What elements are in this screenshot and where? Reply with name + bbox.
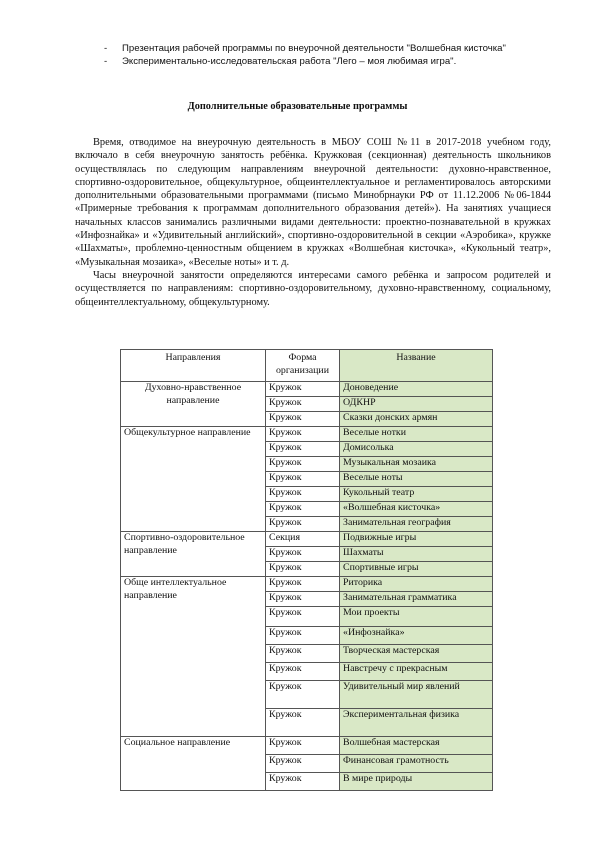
name-cell: Занимательная грамматика [340,592,493,607]
name-cell: Сказки донских армян [340,412,493,427]
name-cell: Музыкальная мозаика [340,457,493,472]
paragraph: Часы внеурочной занятости определяются интересами самого ребёнка и запросом родителей и осуществляется по направлениям: спортивно-оздоровительному, духовно-нравственному, социальному, общеинтеллектуальному, общекультурному. [75,269,551,308]
form-cell: Кружок [266,502,340,517]
section-heading: Дополнительные образовательные программы [187,101,408,112]
bullet-marker: - [104,43,108,54]
bullet-text: Экспериментально-исследовательская работа "Лего – моя любимая игра". [122,56,457,67]
bullet-marker: - [104,56,108,67]
form-cell: Кружок [266,517,340,532]
form-cell: Кружок [266,412,340,427]
name-cell: Творческая мастерская [340,645,493,663]
name-cell: Волшебная мастерская [340,737,493,755]
direction-cell: Общекультурное направление [121,427,266,532]
form-cell: Кружок [266,547,340,562]
form-cell: Кружок [266,663,340,681]
form-cell: Кружок [266,427,340,442]
name-cell: Спортивные игры [340,562,493,577]
header-directions: Направления [121,350,266,382]
table-header-row [121,350,493,382]
form-cell: Кружок [266,577,340,592]
form-cell: Кружок [266,472,340,487]
programs-table [120,349,493,791]
form-cell: Кружок [266,442,340,457]
table-row [121,532,493,547]
direction-cell: Обще интеллектуальное направление [121,577,266,737]
table-row [121,382,493,397]
name-cell: Удивительный мир явлений [340,681,493,709]
name-cell: «Инфознайка» [340,627,493,645]
direction-cell: Социальное направление [121,737,266,791]
table-row [121,577,493,592]
form-cell: Кружок [266,755,340,773]
header-form: Форма организации [266,350,340,382]
name-cell: Домисолька [340,442,493,457]
form-cell: Кружок [266,382,340,397]
name-cell: Доноведение [340,382,493,397]
form-cell: Кружок [266,627,340,645]
table-row [121,427,493,442]
form-cell: Кружок [266,562,340,577]
direction-cell: Спортивно-оздоровительное направление [121,532,266,577]
form-cell: Кружок [266,681,340,709]
name-cell: «Волшебная кисточка» [340,502,493,517]
direction-cell: Духовно-нравственное направление [121,382,266,427]
name-cell: Шахматы [340,547,493,562]
name-cell: В мире природы [340,773,493,791]
body-text [75,136,551,309]
form-cell: Кружок [266,592,340,607]
form-cell: Кружок [266,607,340,627]
name-cell: Риторика [340,577,493,592]
form-cell: Кружок [266,397,340,412]
name-cell: Навстречу с прекрасным [340,663,493,681]
form-cell: Кружок [266,487,340,502]
name-cell: Мои проекты [340,607,493,627]
name-cell: Занимательная география [340,517,493,532]
form-cell: Кружок [266,457,340,472]
header-name: Название [340,350,493,382]
name-cell: Веселые ноты [340,472,493,487]
form-cell: Кружок [266,709,340,737]
paragraph: Время, отводимое на внеурочную деятельность в МБОУ СОШ №11 в 2017-2018 учебном году, включало в себя внеурочную занятость ребёнка. Кружковая (секционная) деятельность школьников осуществлялась по следующим направлениям внеурочной деятельности: духовно-нравственное, спортивно-оздоровительное, общекультурное, общеинтеллектуальное и регламентировалось авторскими дополнительными образовательными программами (письмо Минобрнауки РФ от 11.12.2006 №06-1844 «Примерные требования к программам дополнительного образования детей»). На занятиях учащиеся начальных классов занимались различными видами деятельности: проектно-познавательной в кружках «Инфознайка» и «Удивительный английский», спортивно-оздоровительной в секции «Аэробика», кружке «Шахматы», проблемно-ценностным общением в кружках «Волшебная кисточка», «Кукольный театр», «Музыкальная мозаика», «Веселые ноты» и т. д. [75,137,551,268]
bullet-item [0,55,595,68]
name-cell: ОДКНР [340,397,493,412]
form-cell: Кружок [266,737,340,755]
form-cell: Секция [266,532,340,547]
name-cell: Экспериментальная физика [340,709,493,737]
form-cell: Кружок [266,645,340,663]
bullet-list [0,42,595,68]
name-cell: Финансовая грамотность [340,755,493,773]
bullet-text: Презентация рабочей программы по внеурочной деятельности "Волшебная кисточка" [122,43,506,54]
name-cell: Веселые нотки [340,427,493,442]
bullet-item [0,42,595,55]
table-row [121,737,493,755]
name-cell: Кукольный театр [340,487,493,502]
form-cell: Кружок [266,773,340,791]
name-cell: Подвижные игры [340,532,493,547]
